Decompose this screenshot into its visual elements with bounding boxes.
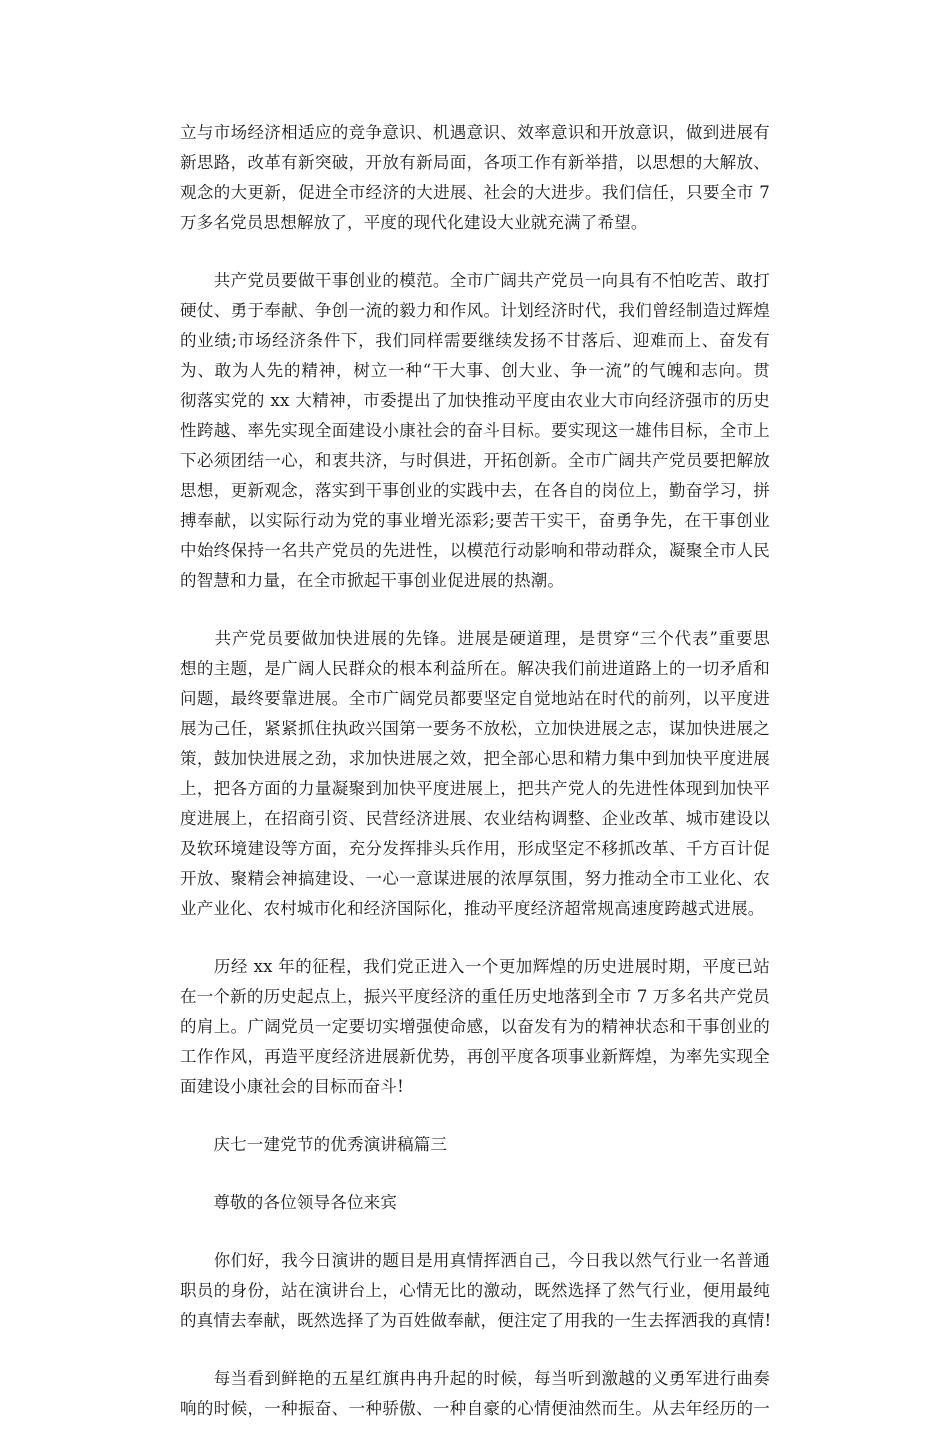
text-line: 历经 xx 年的征程，我们党正进入一个更加辉煌的历史进展时期，平度已站 — [180, 957, 770, 976]
text-line: 共产党员要做加快进展的先锋。进展是硬道理，是贯穿“三个代表”重要思 — [180, 629, 770, 648]
paragraph-5 — [180, 1246, 770, 1336]
text-line: 在一个新的历史起点上，振兴平度经济的重任历史地落到全市 7 万多名共产党员 — [180, 987, 770, 1006]
text-line: 思想，更新观念，落实到干事创业的实践中去，在各自的岗位上，勤奋学习，拼 — [180, 481, 770, 500]
text-line: 彻落实党的 xx 大精神，市委提出了加快推动平度由农业大市向经济强市的历史 — [180, 391, 770, 410]
text-line: 的业绩;市场经济条件下，我们同样需要继续发扬不甘落后、迎难而上、奋发有 — [180, 331, 770, 350]
text-line: 性跨越、率先实现全面建设小康社会的奋斗目标。要实现这一雄伟目标，全市上 — [180, 421, 770, 440]
text-line: 下必须团结一心，和衷共济，与时俱进，开拓创新。全市广阔共产党员要把解放 — [180, 451, 770, 470]
text-line: 问题，最终要靠进展。全市广阔党员都要坚定自觉地站在时代的前列，以平度进 — [180, 689, 770, 708]
text-line: 你们好，我今日演讲的题目是用真情挥洒自己，今日我以然气行业一名普通 — [180, 1251, 770, 1270]
document-page — [180, 118, 770, 1452]
text-line: 面建设小康社会的目标而奋斗! — [180, 1077, 404, 1096]
text-line: 的智慧和力量，在全市掀起干事创业促进展的热潮。 — [180, 571, 565, 590]
paragraph-3 — [180, 624, 770, 924]
text-line: 立与市场经济相适应的竞争意识、机遇意识、效率意识和开放意识，做到进展有 — [180, 123, 770, 142]
paragraph-4 — [180, 952, 770, 1102]
section-title-text: 庆七一建党节的优秀演讲稿篇三 — [180, 1135, 448, 1154]
text-line: 工作作风，再造平度经济进展新优势，再创平度各项事业新辉煌，为率先实现全 — [180, 1047, 770, 1066]
text-line: 的真情去奉献，既然选择了为百姓做奉献，便注定了用我的一生去挥洒我的真情! — [180, 1311, 772, 1330]
text-line: 搏奉献，以实际行动为党的事业增光添彩;要苦干实干，奋勇争先，在干事创业 — [180, 511, 770, 530]
text-line: 每当看到鲜艳的五星红旗冉冉升起的时候，每当听到激越的义勇军进行曲奏 — [180, 1369, 770, 1388]
text-line: 上，把各方面的力量凝聚到加快平度进展上，把共产党人的先进性体现到加快平 — [180, 779, 770, 798]
text-line: 新思路，改革有新突破，开放有新局面，各项工作有新举措，以思想的大解放、 — [180, 153, 770, 172]
text-line: 策，鼓加快进展之劲，求加快进展之效，把全部心思和精力集中到加快平度进展 — [180, 749, 770, 768]
text-line: 共产党员要做干事创业的模范。全市广阔共产党员一向具有不怕吃苦、敢打 — [180, 271, 770, 290]
paragraph-1 — [180, 118, 770, 238]
text-line: 开放、聚精会神搞建设、一心一意谋进展的浓厚氛围，努力推动全市工业化、农 — [180, 869, 770, 888]
paragraph-2 — [180, 266, 770, 596]
text-line: 展为己任，紧紧抓住执政兴国第一要务不放松，立加快进展之志，谋加快进展之 — [180, 719, 770, 738]
paragraph-6 — [180, 1364, 770, 1424]
text-line: 中始终保持一名共产党员的先进性，以模范行动影响和带动群众，凝聚全市人民 — [180, 541, 770, 560]
text-line: 观念的大更新，促进全市经济的大进展、社会的大进步。我们信任，只要全市 7 — [180, 183, 770, 202]
text-line: 想的主题，是广阔人民群众的根本利益所在。解决我们前进道路上的一切矛盾和 — [180, 659, 770, 678]
text-line: 响的时候，一种振奋、一种骄傲、一种自豪的心情便油然而生。从去年经历的一 — [180, 1399, 770, 1418]
text-line: 职员的身份，站在演讲台上，心情无比的激动，既然选择了然气行业，便用最纯 — [180, 1281, 770, 1300]
text-line: 为、敢为人先的精神，树立一种“干大事、创大业、争一流”的气魄和志向。贯 — [180, 361, 770, 380]
text-line: 及软环境建设等方面，充分发挥排头兵作用，形成坚定不移抓改革、千方百计促 — [180, 839, 770, 858]
text-line: 万多名党员思想解放了，平度的现代化建设大业就充满了希望。 — [180, 213, 648, 232]
text-line: 度进展上，在招商引资、民营经济进展、农业结构调整、企业改革、城市建设以 — [180, 809, 770, 828]
greeting-text: 尊敬的各位领导各位来宾 — [180, 1193, 398, 1212]
section-title — [180, 1130, 770, 1160]
greeting — [180, 1188, 770, 1218]
text-line: 业产业化、农村城市化和经济国际化，推动平度经济超常规高速度跨越式进展。 — [180, 899, 765, 918]
text-line: 的肩上。广阔党员一定要切实增强使命感，以奋发有为的精神状态和干事创业的 — [180, 1017, 770, 1036]
text-line: 硬仗、勇于奉献、争创一流的毅力和作风。计划经济时代，我们曾经制造过辉煌 — [180, 301, 770, 320]
